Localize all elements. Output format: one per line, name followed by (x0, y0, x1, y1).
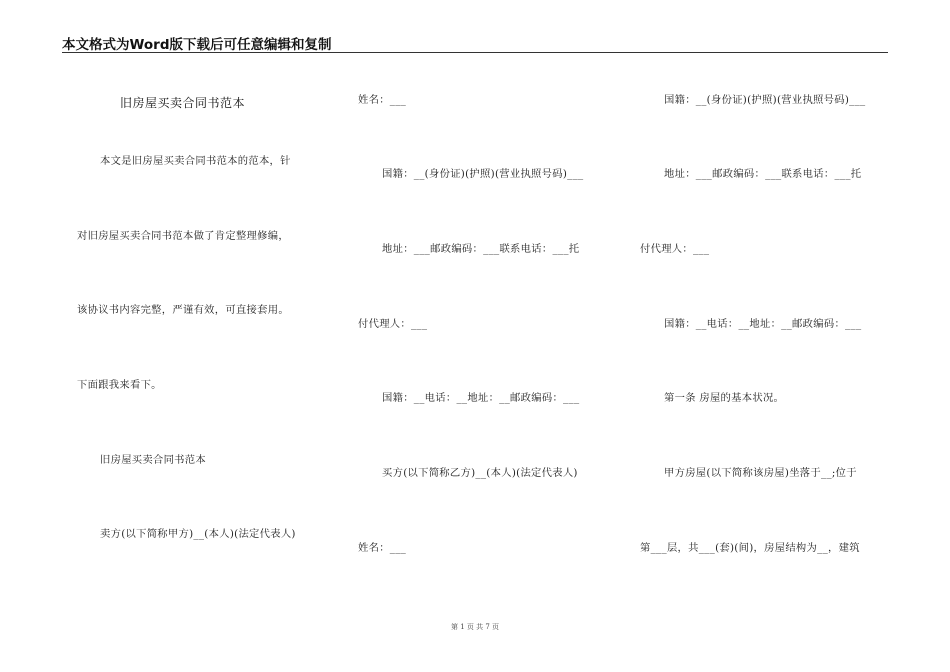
property-floor-line: 第___层，共___(套)(间)，房屋结构为__，建筑 (640, 542, 860, 554)
seller-agent-field: 付代理人：___ (358, 318, 428, 330)
document-title: 旧房屋买卖合同书范本 (120, 96, 246, 110)
contract-subtitle: 旧房屋买卖合同书范本 (100, 454, 206, 466)
intro-paragraph-line-3: 该协议书内容完整，严谨有效，可直接套用。 (77, 304, 289, 316)
intro-paragraph-line-4: 下面跟我来看下。 (77, 379, 162, 391)
buyer-party-line: 买方(以下简称乙方)__(本人)(法定代表人) (382, 467, 578, 479)
seller-name-field: 姓名：___ (358, 94, 407, 106)
intro-paragraph-line-2: 对旧房屋买卖合同书范本做了肯定整理修编， (77, 230, 289, 242)
header-divider (62, 52, 888, 53)
buyer-address-field: 地址：___邮政编码：___联系电话：___托 (664, 168, 862, 180)
seller-address-field: 地址：___邮政编码：___联系电话：___托 (382, 243, 580, 255)
page-number: 第 1 页 共 7 页 (450, 623, 500, 631)
intro-paragraph-line-1: 本文是旧房屋买卖合同书范本的范本，针 (100, 155, 291, 167)
seller-nationality-field: 国籍：__(身份证)(护照)(营业执照号码)___ (382, 168, 584, 180)
header-title: 本文格式为Word版下载后可任意编辑和复制 (62, 37, 332, 53)
buyer-nationality-field: 国籍：__(身份证)(护照)(营业执照号码)___ (664, 94, 866, 106)
buyer-agent-contact-field: 国籍：__电话：__地址：__邮政编码：___ (664, 318, 862, 330)
buyer-agent-field: 付代理人：___ (640, 243, 710, 255)
buyer-name-field: 姓名：___ (358, 542, 407, 554)
property-location-line: 甲方房屋(以下简称该房屋)坐落于__;位于 (664, 467, 857, 479)
article-1-heading: 第一条 房屋的基本状况。 (664, 392, 785, 404)
seller-party-line: 卖方(以下简称甲方)__(本人)(法定代表人) (100, 528, 296, 540)
seller-agent-contact-field: 国籍：__电话：__地址：__邮政编码：___ (382, 392, 580, 404)
